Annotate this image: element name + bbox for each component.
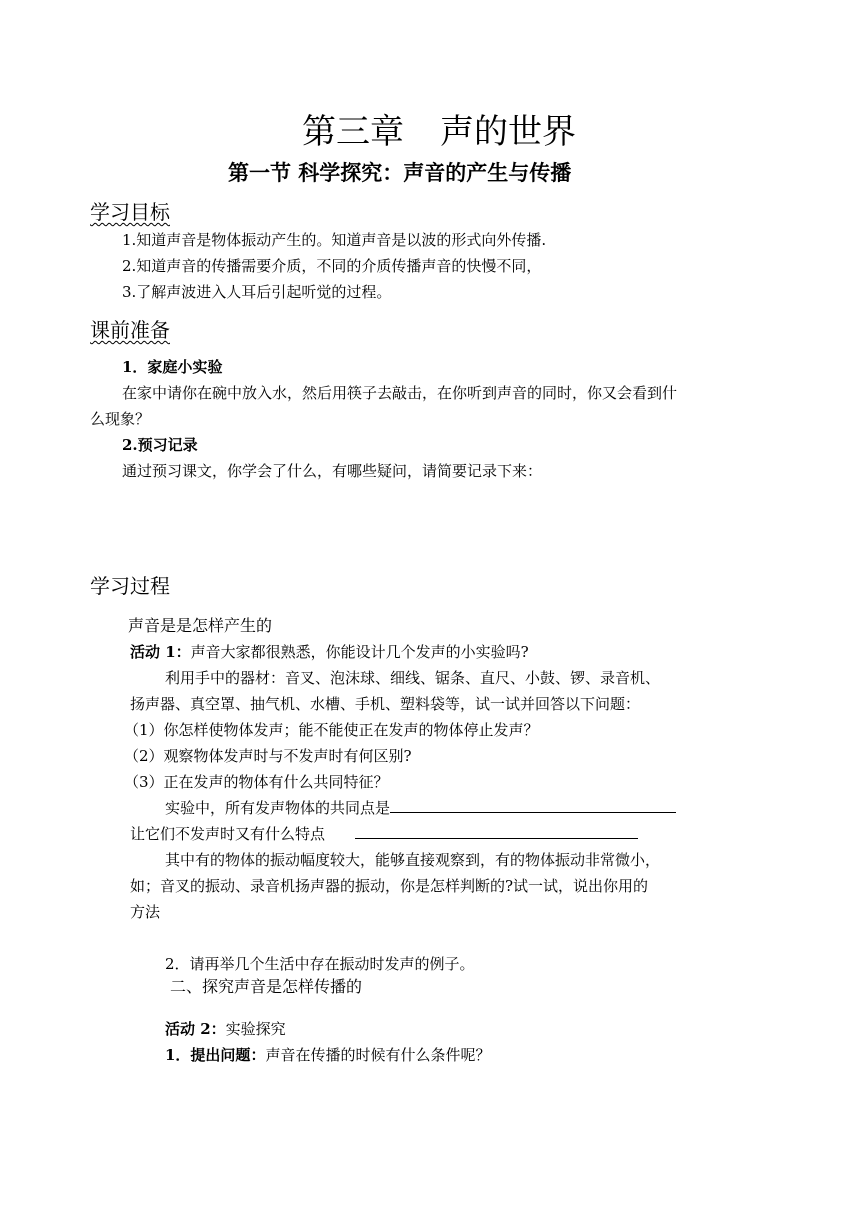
- activity-2-text: 实验探究: [225, 1020, 286, 1038]
- materials-text: 利用手中的器材：音叉、泡沫球、细线、锯条、直尺、小鼓、锣、录音机、: [165, 669, 661, 687]
- preview-record-title: 2.预习记录: [122, 436, 198, 454]
- chapter-name: 声的世界: [440, 112, 576, 152]
- sound-origin-subheading: 声音是是怎样产生的: [128, 616, 273, 635]
- objective-item: 1.知道声音是物体振动产生的。知道声音是以波的形式向外传播.: [122, 231, 547, 249]
- activity-1: [130, 642, 529, 662]
- activity-1-label: 活动 1：: [130, 643, 191, 661]
- sound-propagation-subheading: 二、探究声音是怎样传播的: [170, 977, 363, 996]
- vibration-text-cont: 如；音叉的振动、录音机扬声器的振动，你是怎样判断的?试一试，说出你用的: [130, 877, 649, 895]
- stop-feature-blank[interactable]: [355, 824, 638, 839]
- preview-record-text: 通过预习课文，你学会了什么，有哪些疑问，请简要记录下来：: [122, 462, 543, 480]
- question-2: （2）观察物体发声时与不发声时有何区别?: [124, 747, 412, 765]
- question-3: （3）正在发声的物体有什么共同特征？: [124, 773, 389, 791]
- objectives-heading: 学习目标: [90, 200, 170, 224]
- question-1: （1）你怎样使物体发声；能不能使正在发声的物体停止发声？: [124, 721, 539, 739]
- stop-feature-text: 让它们不发声时又有什么特点: [130, 825, 326, 843]
- raise-question-text: 声音在传播的时候有什么条件呢？: [265, 1046, 491, 1064]
- materials-text-cont: 扬声器、真空罩、抽气机、水槽、手机、塑料袋等，试一试并回答以下问题：: [130, 695, 641, 713]
- home-experiment-title: 1．家庭小实验: [122, 358, 223, 376]
- preparation-heading: 课前准备: [90, 318, 170, 342]
- stop-feature-line: [130, 824, 638, 844]
- common-point-blank[interactable]: [390, 798, 676, 813]
- home-experiment-text: 在家中请你在碗中放入水，然后用筷子去敲击，在你听到声音的同时，你又会看到什: [122, 384, 678, 402]
- common-point-text: 实验中，所有发声物体的共同点是: [165, 799, 391, 817]
- raise-question: [165, 1045, 490, 1065]
- process-heading: 学习过程: [90, 574, 170, 598]
- activity-1-text: 声音大家都很熟悉，你能设计几个发声的小实验吗?: [190, 643, 529, 661]
- chapter-title: [302, 112, 576, 152]
- objective-item: 2.知道声音的传播需要介质，不同的介质传播声音的快慢不同，: [122, 257, 542, 275]
- objective-item: 3.了解声波进入人耳后引起听觉的过程。: [122, 283, 392, 301]
- vibration-text-end: 方法: [130, 903, 161, 921]
- home-experiment-text-cont: 么现象？: [90, 410, 151, 428]
- vibration-text: 其中有的物体的振动幅度较大，能够直接观察到，有的物体振动非常微小，: [165, 851, 661, 869]
- activity-2: [165, 1019, 286, 1039]
- activity-2-label: 活动 2：: [165, 1020, 226, 1038]
- common-point-line: [165, 798, 676, 818]
- chapter-number: 第三章: [302, 112, 404, 152]
- section-title: 第一节 科学探究：声音的产生与传播: [228, 160, 572, 185]
- example-prompt: 2．请再举几个生活中存在振动时发声的例子。: [165, 955, 475, 973]
- raise-question-label: 1．提出问题：: [165, 1046, 266, 1064]
